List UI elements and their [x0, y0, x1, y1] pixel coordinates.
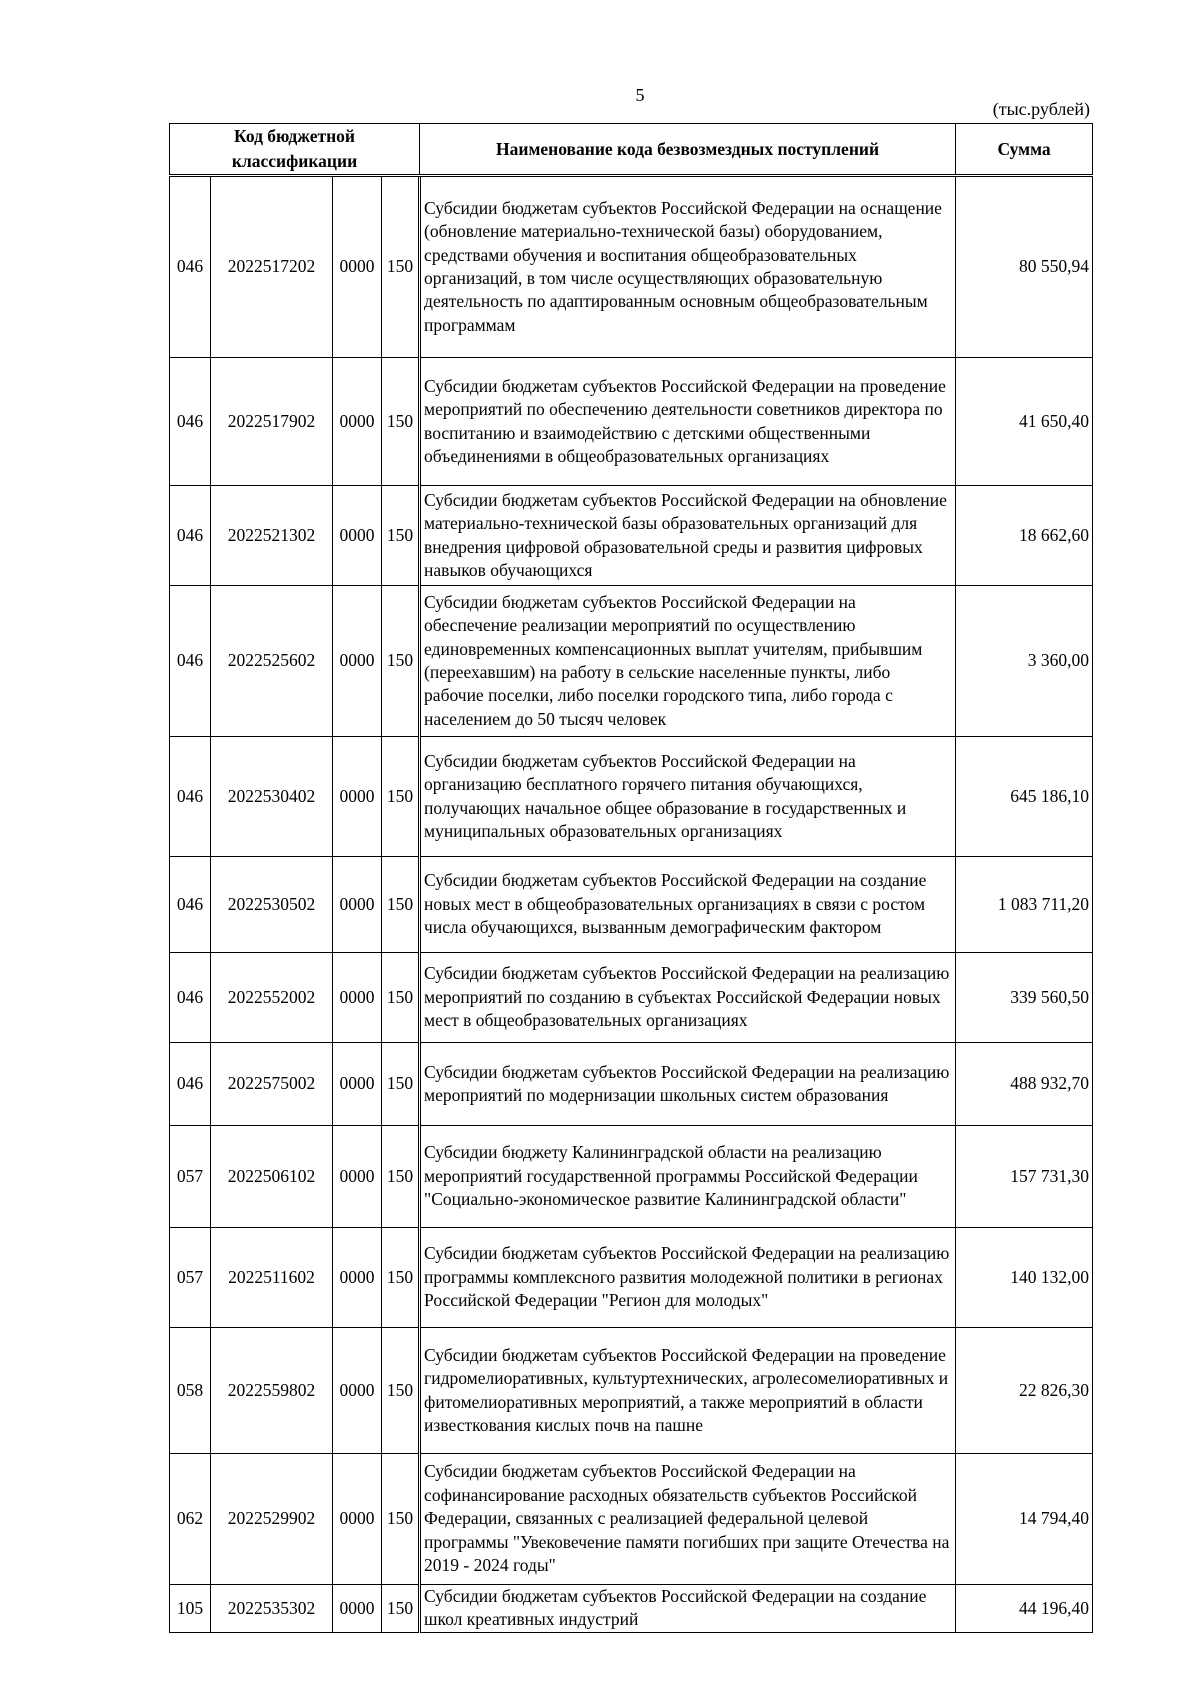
classification-code-cell: 2022530402	[211, 737, 333, 857]
classification-code-cell: 2022529902	[211, 1454, 333, 1585]
program-code-cell: 0000	[333, 1228, 382, 1328]
sum-cell: 157 731,30	[956, 1126, 1093, 1228]
table-row	[170, 586, 1093, 737]
sum-cell: 41 650,40	[956, 358, 1093, 486]
classification-code-cell: 2022575002	[211, 1043, 333, 1126]
sum-cell: 80 550,94	[956, 176, 1093, 358]
admin-code-cell: 058	[170, 1328, 211, 1454]
admin-code-cell: 046	[170, 358, 211, 486]
kosgu-code-cell: 150	[382, 586, 420, 737]
revenue-name-cell: Субсидии бюджетам субъектов Российской Федерации на создание новых мест в общеобразовательных организациях в связи с ростом числа обучающихся, вызванным демографическим фактором	[420, 857, 956, 953]
admin-code-cell: 062	[170, 1454, 211, 1585]
classification-code-cell: 2022535302	[211, 1585, 333, 1633]
classification-code-cell: 2022559802	[211, 1328, 333, 1454]
admin-code-cell: 046	[170, 1043, 211, 1126]
admin-code-cell: 046	[170, 176, 211, 358]
admin-code-cell: 057	[170, 1228, 211, 1328]
program-code-cell: 0000	[333, 358, 382, 486]
revenue-name-cell: Субсидии бюджетам субъектов Российской Федерации на создание школ креативных индустрий	[420, 1585, 956, 1633]
revenue-name-cell: Субсидии бюджетам субъектов Российской Федерации на реализацию программы комплексного развития молодежной политики в регионах Российской Федерации "Регион для молодых"	[420, 1228, 956, 1328]
sum-cell: 1 083 711,20	[956, 857, 1093, 953]
admin-code-cell: 046	[170, 857, 211, 953]
table-row	[170, 176, 1093, 358]
budget-table	[169, 123, 1093, 1633]
classification-code-cell: 2022521302	[211, 486, 333, 586]
program-code-cell: 0000	[333, 1043, 382, 1126]
revenue-name-cell: Субсидии бюджетам субъектов Российской Федерации на организацию бесплатного горячего питания обучающихся, получающих начальное общее образование в государственных и муниципальных образовательных организациях	[420, 737, 956, 857]
admin-code-cell: 046	[170, 953, 211, 1043]
program-code-cell: 0000	[333, 1454, 382, 1585]
header-code: Код бюджетной классификации	[170, 124, 420, 176]
admin-code-cell: 046	[170, 737, 211, 857]
kosgu-code-cell: 150	[382, 1043, 420, 1126]
sum-cell: 488 932,70	[956, 1043, 1093, 1126]
table-row	[170, 1126, 1093, 1228]
table-row	[170, 1043, 1093, 1126]
sum-cell: 3 360,00	[956, 586, 1093, 737]
classification-code-cell: 2022511602	[211, 1228, 333, 1328]
program-code-cell: 0000	[333, 1126, 382, 1228]
revenue-name-cell: Субсидии бюджетам субъектов Российской Федерации на проведение мероприятий по обеспечению деятельности советников директора по воспитанию и взаимодействию с детскими общественными объединениями в общеобразовательных организациях	[420, 358, 956, 486]
program-code-cell: 0000	[333, 1328, 382, 1454]
admin-code-cell: 057	[170, 1126, 211, 1228]
revenue-name-cell: Субсидии бюджетам субъектов Российской Федерации на реализацию мероприятий по созданию в субъектах Российской Федерации новых мест в общеобразовательных организациях	[420, 953, 956, 1043]
program-code-cell: 0000	[333, 1585, 382, 1633]
sum-cell: 44 196,40	[956, 1585, 1093, 1633]
program-code-cell: 0000	[333, 857, 382, 953]
table-row	[170, 737, 1093, 857]
revenue-name-cell: Субсидии бюджетам субъектов Российской Федерации на реализацию мероприятий по модернизации школьных систем образования	[420, 1043, 956, 1126]
kosgu-code-cell: 150	[382, 737, 420, 857]
sum-cell: 645 186,10	[956, 737, 1093, 857]
program-code-cell: 0000	[333, 737, 382, 857]
admin-code-cell: 046	[170, 486, 211, 586]
sum-cell: 339 560,50	[956, 953, 1093, 1043]
program-code-cell: 0000	[333, 486, 382, 586]
kosgu-code-cell: 150	[382, 953, 420, 1043]
revenue-name-cell: Субсидии бюджетам субъектов Российской Федерации на обновление материально-технической базы образовательных организаций для внедрения цифровой образовательной среды и развития цифровых навыков обучающихся	[420, 486, 956, 586]
table-row	[170, 953, 1093, 1043]
kosgu-code-cell: 150	[382, 1585, 420, 1633]
header-sum: Сумма	[956, 124, 1093, 176]
kosgu-code-cell: 150	[382, 486, 420, 586]
revenue-name-cell: Субсидии бюджетам субъектов Российской Федерации на обеспечение реализации мероприятий по осуществлению единовременных компенсационных выплат учителям, прибывшим (переехавшим) на работу в сельские населенные пункты, либо рабочие поселки, либо поселки городского типа, либо города с населением до 50 тысяч человек	[420, 586, 956, 737]
program-code-cell: 0000	[333, 953, 382, 1043]
table-row	[170, 1585, 1093, 1633]
classification-code-cell: 2022517202	[211, 176, 333, 358]
kosgu-code-cell: 150	[382, 857, 420, 953]
kosgu-code-cell: 150	[382, 1328, 420, 1454]
table-row	[170, 1328, 1093, 1454]
sum-cell: 140 132,00	[956, 1228, 1093, 1328]
page-number: 5	[635, 85, 645, 105]
revenue-name-cell: Субсидии бюджету Калининградской области на реализацию мероприятий государственной программы Российской Федерации "Социально-экономическое развитие Калининградской области"	[420, 1126, 956, 1228]
program-code-cell: 0000	[333, 176, 382, 358]
table-header-row	[170, 124, 1093, 176]
classification-code-cell: 2022525602	[211, 586, 333, 737]
admin-code-cell: 046	[170, 586, 211, 737]
revenue-name-cell: Субсидии бюджетам субъектов Российской Федерации на проведение гидромелиоративных, культуртехнических, агролесомелиоративных и фитомелиоративных мероприятий, а также мероприятий в области известкования кислых почв на пашне	[420, 1328, 956, 1454]
classification-code-cell: 2022530502	[211, 857, 333, 953]
revenue-name-cell: Субсидии бюджетам субъектов Российской Федерации на софинансирование расходных обязательств субъектов Российской Федерации, связанных с реализацией федеральной целевой программы "Увековечение памяти погибших при защите Отечества на 2019 - 2024 годы"	[420, 1454, 956, 1585]
program-code-cell: 0000	[333, 586, 382, 737]
admin-code-cell: 105	[170, 1585, 211, 1633]
revenue-name-cell: Субсидии бюджетам субъектов Российской Федерации на оснащение (обновление материально-технической базы) оборудованием, средствами обучения и воспитания общеобразовательных организаций, в том числе осуществляющих образовательную деятельность по адаптированным основным общеобразовательным программам	[420, 176, 956, 358]
units-label: (тыс.рублей)	[992, 99, 1090, 119]
sum-cell: 14 794,40	[956, 1454, 1093, 1585]
table-row	[170, 358, 1093, 486]
table-row	[170, 857, 1093, 953]
table-row	[170, 1454, 1093, 1585]
classification-code-cell: 2022506102	[211, 1126, 333, 1228]
kosgu-code-cell: 150	[382, 176, 420, 358]
kosgu-code-cell: 150	[382, 1228, 420, 1328]
table-row	[170, 1228, 1093, 1328]
classification-code-cell: 2022552002	[211, 953, 333, 1043]
header-name: Наименование кода безвозмездных поступлений	[420, 124, 956, 176]
classification-code-cell: 2022517902	[211, 358, 333, 486]
kosgu-code-cell: 150	[382, 1454, 420, 1585]
sum-cell: 18 662,60	[956, 486, 1093, 586]
kosgu-code-cell: 150	[382, 358, 420, 486]
table-row	[170, 486, 1093, 586]
kosgu-code-cell: 150	[382, 1126, 420, 1228]
sum-cell: 22 826,30	[956, 1328, 1093, 1454]
